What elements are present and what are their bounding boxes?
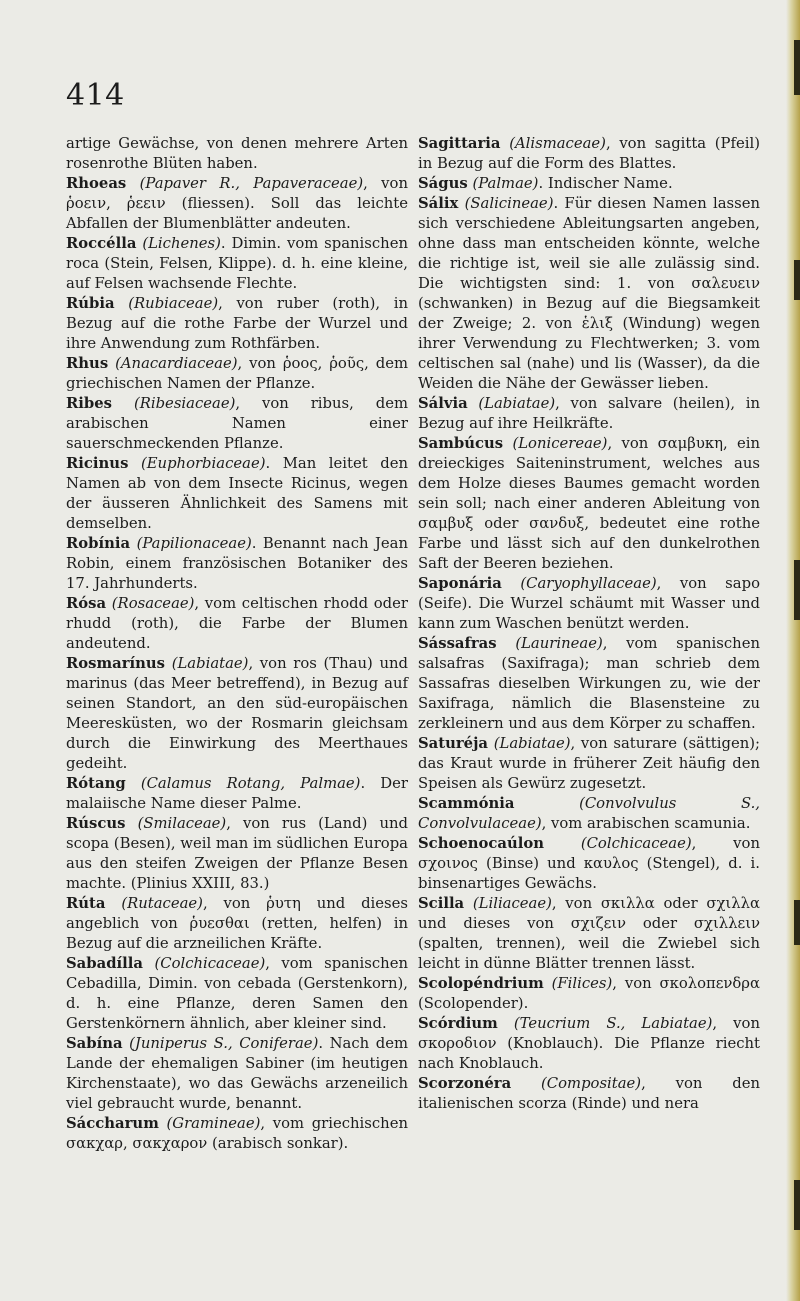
entry-text: , von sagitta (Pfeil) in Bezug auf die Form des Blattes.	[418, 135, 760, 172]
dictionary-entry	[418, 974, 760, 1014]
entry-family: (Rubiaceae)	[128, 295, 219, 312]
entry-headword: Rósa	[66, 595, 107, 612]
entry-family: (Rosaceae)	[111, 595, 195, 612]
entry-family: (Convolvulus S., Convolvulaceae)	[418, 795, 760, 832]
page-edge	[786, 0, 800, 1301]
entry-text: , von σκιλλα oder σχιλλα und dieses von σχιζειν oder σχιλλειν (spalten, trennen), weil die Zwiebel sich leicht in dünne Blätter trennen lässt.	[418, 895, 760, 972]
entry-text: , von ῥοειν, ῥεειν (fliessen). Soll das leichte Abfallen der Blumenblätter andeuten.	[66, 175, 408, 232]
entry-text: , von ros (Thau) und marinus (das Meer betreffend), in Bezug auf seinen Standort, an den süd-europäischen Meeresküsten, wo der Rosmarin gleichsam durch die Einwirkung des Meerthaues gedeiht.	[66, 655, 408, 772]
entry-family: (Caryophyllaceae)	[520, 575, 657, 592]
entry-headword: Ricinus	[66, 455, 129, 472]
dictionary-entry	[418, 134, 760, 174]
entry-family: (Labiatae)	[493, 735, 571, 752]
entry-headword: Schoenocaúlon	[418, 835, 544, 852]
entry-text: , von salvare (heilen), in Bezug auf ihre Heilkräfte.	[418, 395, 760, 432]
dictionary-entry	[66, 814, 408, 894]
entry-family: (Filices)	[551, 975, 613, 992]
dictionary-entry	[418, 734, 760, 794]
entry-family: (Rutaceae)	[121, 895, 203, 912]
entry-text: , von σκολοπενδρα (Scolopender).	[418, 975, 760, 1012]
entry-headword: Saponária	[418, 575, 502, 592]
entry-headword: Scilla	[418, 895, 465, 912]
entry-text: . Dimin. vom spanischen roca (Stein, Felsen, Klippe). d. h. eine kleine, auf Felsen wachsende Flechte.	[66, 235, 408, 292]
dictionary-entry	[66, 1114, 408, 1154]
entry-text: , von ribus, dem arabischen Namen einer sauerschmeckenden Pflanze.	[66, 395, 408, 452]
entry-family: (Lonicereae)	[512, 435, 608, 452]
entry-text: , von ῥυτη und dieses angeblich von ῥυεσθαι (retten, helfen) in Bezug auf die arzneilichen Kräfte.	[66, 895, 408, 952]
entry-family: (Liliaceae)	[472, 895, 552, 912]
entry-headword: Scolopéndrium	[418, 975, 544, 992]
entry-headword: Ribes	[66, 395, 113, 412]
entry-family: (Compositae)	[541, 1075, 642, 1092]
entry-headword: Rúscus	[66, 815, 126, 832]
dictionary-entry	[66, 174, 408, 234]
dictionary-entry	[66, 454, 408, 534]
entry-text: , von σκοροδιον (Knoblauch). Die Pflanze riecht nach Knoblauch.	[418, 1015, 760, 1072]
entry-family: (Lichenes)	[142, 235, 221, 252]
entry-family: (Papilionaceae)	[136, 535, 252, 552]
entry-family: (Ribesiaceae)	[133, 395, 236, 412]
entry-text: , von den italienischen scorza (Rinde) und nera	[418, 1075, 760, 1112]
entry-headword: Sáccharum	[66, 1115, 159, 1132]
dictionary-entry	[418, 394, 760, 434]
left-column	[66, 134, 408, 1154]
dictionary-entry	[418, 174, 760, 194]
entry-family: (Calamus Rotang, Palmae)	[140, 775, 361, 792]
dictionary-entry	[418, 1014, 760, 1074]
dictionary-entry	[66, 954, 408, 1034]
entry-headword: Scorzonéra	[418, 1075, 512, 1092]
dictionary-entry	[66, 594, 408, 654]
entry-family: (Laurineae)	[515, 635, 603, 652]
entry-family: (Anacardiaceae)	[115, 355, 238, 372]
dictionary-entry	[418, 794, 760, 834]
entry-text: , von ῥοος, ῥοῦς, dem griechischen Namen der Pflanze.	[66, 355, 408, 392]
right-column	[418, 134, 760, 1114]
entry-text: . Der malaiische Name dieser Palme.	[66, 775, 408, 812]
entry-family: (Papaver R., Papaveraceae)	[139, 175, 364, 192]
entry-text: , von rus (Land) und scopa (Besen), weil man im südlichen Europa aus den steifen Zweigen der Pflanze Besen machte. (Plinius XXIII, 83.)	[66, 815, 408, 892]
dictionary-entry	[66, 294, 408, 354]
dictionary-entry	[66, 354, 408, 394]
entry-text: , von σαμβυκη, ein dreieckiges Saiteninstrument, welches aus dem Holze dieses Baumes gemacht worden sein soll; nach einer anderen Ableitung von σαμβυξ oder σανδυξ, bedeutet eine rothe Farbe und lässt sich auf den dunkelrothen Saft der Beeren beziehen.	[418, 435, 760, 572]
entry-headword: Sambúcus	[418, 435, 504, 452]
entry-headword: Rhus	[66, 355, 109, 372]
entry-headword: Sabína	[66, 1035, 123, 1052]
entry-text: artige Gewächse, von denen mehrere Arten rosenrothe Blüten haben.	[66, 135, 408, 172]
dictionary-entry	[418, 894, 760, 974]
entry-headword: Rúbia	[66, 295, 115, 312]
dictionary-entry	[418, 574, 760, 634]
entry-headword: Rosmarínus	[66, 655, 166, 672]
entry-headword: Sássafras	[418, 635, 497, 652]
dictionary-entry	[66, 134, 408, 174]
entry-family: (Palmae)	[472, 175, 539, 192]
entry-headword: Sálix	[418, 195, 459, 212]
entry-text: , vom spanischen salsafras (Saxifraga); man schrieb dem Sassafras dieselben Wirkungen zu, wie der Saxifraga, nämlich die Blasensteine zu zerkleinern und aus dem Körper zu schaffen.	[418, 635, 760, 732]
dictionary-entry	[66, 654, 408, 774]
dictionary-entry	[66, 534, 408, 594]
entry-family: (Alismaceae)	[509, 135, 606, 152]
entry-text: , von σχοινος (Binse) und καυλος (Stengel), d. i. binsenartiges Gewächs.	[418, 835, 760, 892]
entry-family: (Gramineae)	[166, 1115, 261, 1132]
entry-text: . Benannt nach Jean Robin, einem französischen Botaniker des 17. Jahrhunderts.	[66, 535, 408, 592]
entry-family: (Juniperus S., Coniferae)	[129, 1035, 319, 1052]
entry-family: (Colchicaceae)	[580, 835, 692, 852]
entry-text: , von sapo (Seife). Die Wurzel schäumt mit Wasser und kann zum Waschen benützt werden.	[418, 575, 760, 632]
entry-text: , vom griechischen σακχαρ, σακχαρον (arabisch sonkar).	[66, 1115, 408, 1152]
entry-family: (Labiatae)	[478, 395, 556, 412]
entry-headword: Rhoeas	[66, 175, 127, 192]
entry-headword: Sagittaria	[418, 135, 501, 152]
entry-family: (Euphorbiaceae)	[140, 455, 266, 472]
entry-family: (Smilaceae)	[137, 815, 227, 832]
entry-headword: Sabadílla	[66, 955, 144, 972]
entry-family: (Teucrium S., Labiatae)	[513, 1015, 713, 1032]
entry-text: , von ruber (roth), in Bezug auf die rothe Farbe der Wurzel und ihre Anwendung zum Rothfärben.	[66, 295, 408, 352]
dictionary-entry	[418, 834, 760, 894]
entry-headword: Saturéja	[418, 735, 489, 752]
entry-headword: Ságus	[418, 175, 468, 192]
entry-text: , vom celtischen rhodd oder rhudd (roth), die Farbe der Blumen andeutend.	[66, 595, 408, 652]
dictionary-entry	[418, 434, 760, 574]
entry-text: . Nach dem Lande der ehemaligen Sabiner (im heutigen Kirchenstaate), wo das Gewächs arzeneilich viel gebraucht wurde, benannt.	[66, 1035, 408, 1112]
entry-headword: Rótang	[66, 775, 126, 792]
dictionary-entry	[66, 894, 408, 954]
dictionary-entry	[66, 1034, 408, 1114]
dictionary-entry	[418, 1074, 760, 1114]
entry-family: (Labiatae)	[171, 655, 249, 672]
entry-headword: Robínia	[66, 535, 131, 552]
entry-text: . Man leitet den Namen ab von dem Insecte Ricinus, wegen der äusseren Ähnlichkeit des Samens mit demselben.	[66, 455, 408, 532]
entry-family: (Colchicaceae)	[154, 955, 266, 972]
entry-headword: Rúta	[66, 895, 106, 912]
dictionary-entry	[66, 234, 408, 294]
dictionary-entry	[66, 394, 408, 454]
entry-text: , von saturare (sättigen); das Kraut wurde in früherer Zeit häufig den Speisen als Gewürz zugesetzt.	[418, 735, 760, 792]
entry-text: , vom spanischen Cebadilla, Dimin. von cebada (Gerstenkorn), d. h. eine Pflanze, deren Samen den Gerstenkörnern ähnlich, aber kleiner sind.	[66, 955, 408, 1032]
entry-headword: Scórdium	[418, 1015, 498, 1032]
dictionary-entry	[66, 774, 408, 814]
dictionary-entry	[418, 634, 760, 734]
entry-family: (Salicineae)	[464, 195, 554, 212]
entry-text: . Indischer Name.	[538, 175, 673, 192]
entry-headword: Sálvia	[418, 395, 468, 412]
dictionary-entry	[418, 194, 760, 394]
entry-text: , vom arabischen scamunia.	[541, 815, 751, 832]
entry-text: . Für diesen Namen lassen sich verschiedene Ableitungsarten angeben, ohne dass man entscheiden könnte, welche die richtige ist, weil sie alle zulässig sind. Die wichtigsten sind: 1. von σαλευειν (schwanken) in Bezug auf die Biegsamkeit der Zweige; 2. von ἑλιξ (Windung) wegen ihrer Verwendung zu Flechtwerken; 3. vom celtischen sal (nahe) und lis (Wasser), da die Weiden die Nähe der Gewässer lieben.	[418, 195, 760, 392]
entry-headword: Scammónia	[418, 795, 515, 812]
entry-headword: Roccélla	[66, 235, 137, 252]
page-number: 414	[66, 78, 125, 113]
